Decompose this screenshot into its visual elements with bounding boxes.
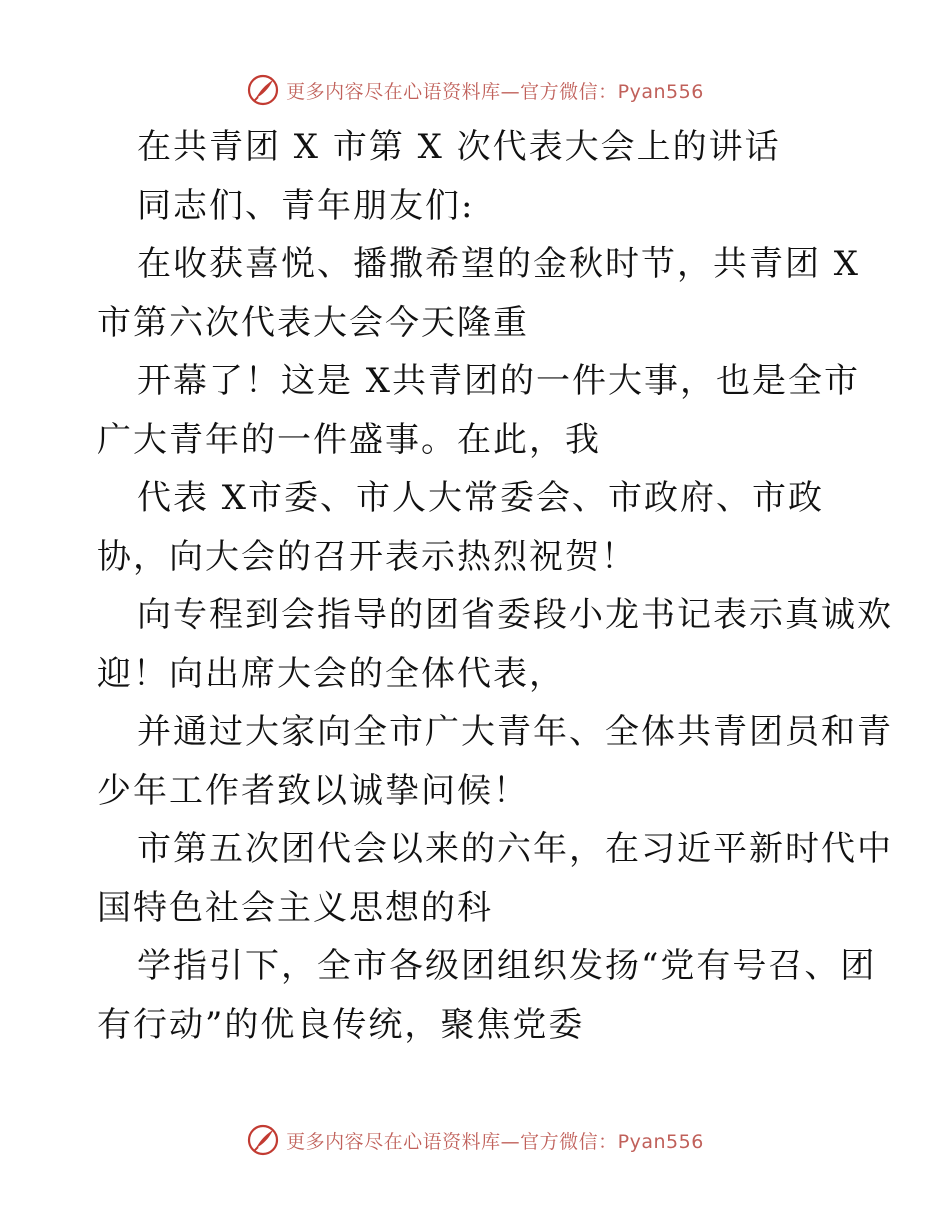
paragraph-line: 迎！向出席大会的全体代表， bbox=[97, 653, 565, 694]
footer-banner bbox=[0, 1120, 950, 1160]
quill-logo-icon bbox=[246, 73, 280, 107]
paragraph-line: 广大青年的一件盛事。在此，我 bbox=[97, 419, 601, 460]
salutation: 同志们、青年朋友们: bbox=[137, 185, 475, 226]
quill-logo-icon bbox=[246, 1123, 280, 1157]
paragraph-line: 协，向大会的召开表示热烈祝贺！ bbox=[97, 536, 637, 577]
paragraph-line: 学指引下，全市各级团组织发扬“党有号召、团 bbox=[137, 946, 877, 986]
header-banner-text: 更多内容尽在心语资料库—官方微信：Pyan556 bbox=[286, 80, 704, 103]
paragraph-line: 有行动”的优良传统，聚焦党委 bbox=[97, 1004, 585, 1045]
footer-banner-text: 更多内容尽在心语资料库—官方微信：Pyan556 bbox=[286, 1130, 704, 1153]
paragraph-line: 市第五次团代会以来的六年，在习近平新时代中 bbox=[137, 829, 893, 869]
speech-body bbox=[97, 118, 893, 1054]
paragraph-line: 国特色社会主义思想的科 bbox=[97, 887, 493, 928]
paragraph-line: 开幕了！这是 X共青团的一件大事，也是全市 bbox=[137, 361, 861, 401]
speech-title: 在共青团 X 市第 X 次代表大会上的讲话 bbox=[137, 127, 781, 167]
paragraph-line: 并通过大家向全市广大青年、全体共青团员和青 bbox=[137, 712, 893, 752]
header-banner bbox=[0, 70, 950, 110]
paragraph-line: 向专程到会指导的团省委段小龙书记表示真诚欢 bbox=[137, 595, 893, 635]
paragraph-line: 少年工作者致以诚挚问候！ bbox=[97, 770, 529, 811]
paragraph-line: 在收获喜悦、播撒希望的金秋时节，共青团 X bbox=[137, 244, 861, 284]
paragraph-line: 代表 X市委、市人大常委会、市政府、市政 bbox=[137, 478, 825, 518]
paragraph-line: 市第六次代表大会今天隆重 bbox=[97, 302, 529, 343]
